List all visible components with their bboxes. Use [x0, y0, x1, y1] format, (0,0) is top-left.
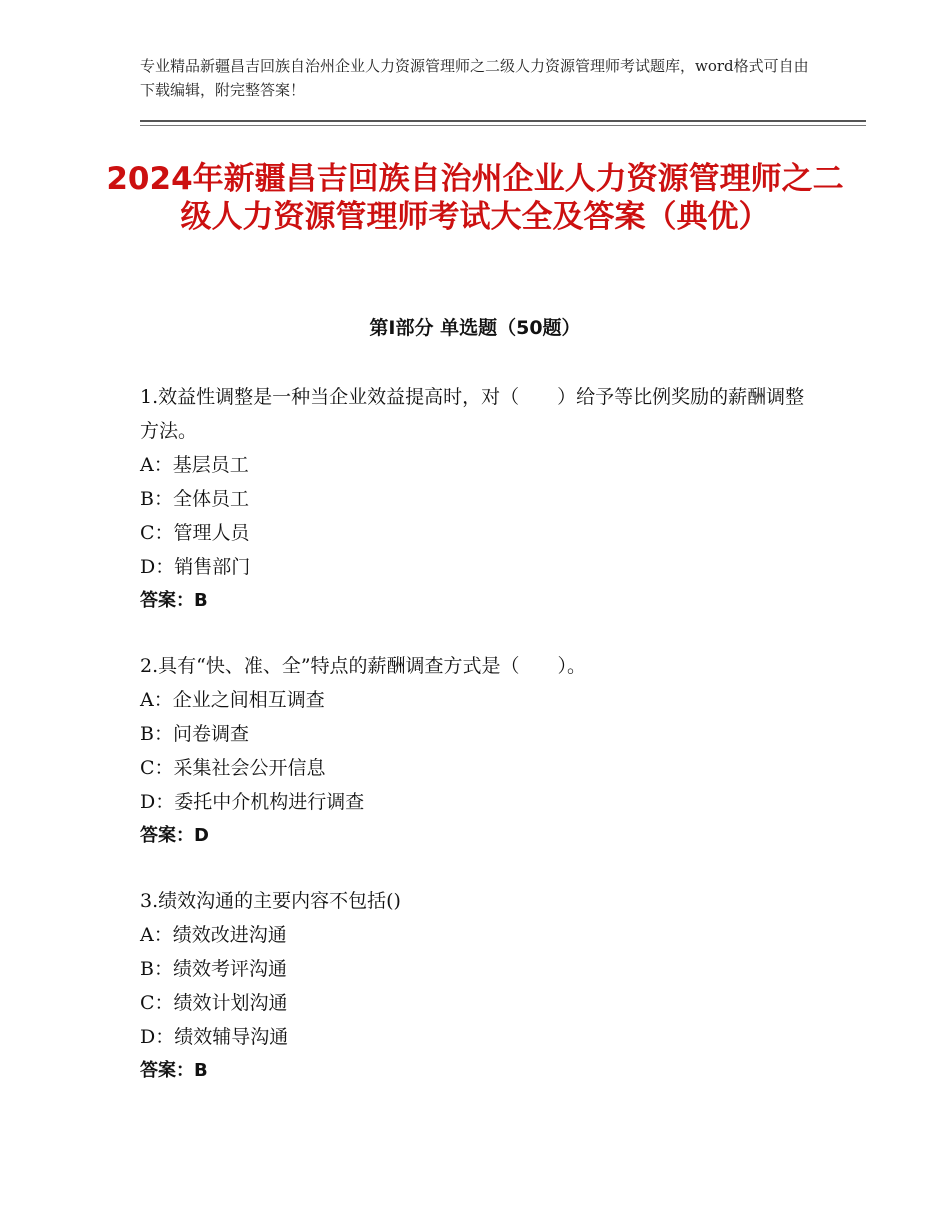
option-a: A：基层员工: [140, 454, 249, 476]
document-title: 2024年新疆昌吉回族自治州企业人力资源管理师之二级人力资源管理师考试大全及答案（典优）: [106, 161, 844, 235]
option-c: C：绩效计划沟通: [140, 992, 288, 1014]
question-3: [140, 884, 820, 1088]
question-1: [140, 380, 820, 618]
option-a: A：企业之间相互调查: [140, 689, 325, 711]
option-b: B：绩效考评沟通: [140, 958, 287, 980]
option-b: B：全体员工: [140, 488, 249, 510]
option-c: C：管理人员: [140, 522, 250, 544]
section-heading: 第Ⅰ部分 单选题（50题）: [369, 317, 581, 339]
question-2: [140, 649, 820, 853]
option-b: B：问卷调查: [140, 723, 249, 745]
question-stem: 3.绩效沟通的主要内容不包括(): [140, 890, 401, 912]
option-a: A：绩效改进沟通: [140, 924, 287, 946]
option-d: D：绩效辅导沟通: [140, 1026, 289, 1048]
answer-label: 答案：B: [140, 590, 208, 611]
answer-label: 答案：B: [140, 1060, 208, 1081]
question-stem: 1.效益性调整是一种当企业效益提高时，对（ ）给予等比例奖励的薪酬调整方法。: [140, 386, 805, 442]
header-note: 专业精品新疆昌吉回族自治州企业人力资源管理师之二级人力资源管理师考试题库，word格式可自由下载编辑，附完整答案！: [140, 57, 809, 99]
header-divider: [140, 120, 866, 126]
question-list: [140, 380, 820, 1119]
option-d: D：委托中介机构进行调查: [140, 791, 365, 813]
answer-label: 答案：D: [140, 825, 209, 846]
option-d: D：销售部门: [140, 556, 251, 578]
option-c: C：采集社会公开信息: [140, 757, 326, 779]
question-stem: 2.具有“快、准、全”特点的薪酬调查方式是（ ）。: [140, 655, 587, 677]
